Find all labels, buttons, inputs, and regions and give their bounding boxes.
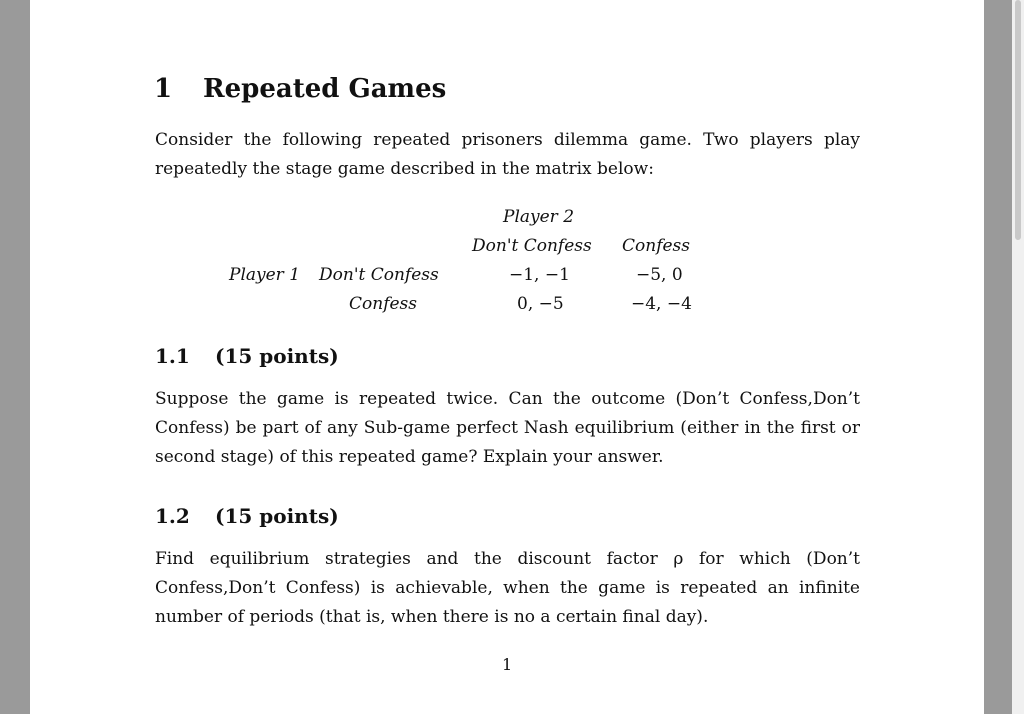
subsection-title: (15 points) (215, 504, 339, 528)
matrix-cell: −1, −1 (509, 265, 570, 285)
matrix-cell: −5, 0 (636, 265, 683, 285)
vertical-scrollbar[interactable] (1012, 0, 1024, 714)
matrix-column-player: Player 2 (503, 207, 575, 227)
matrix-row-label-dont-confess: Don't Confess (319, 265, 439, 285)
matrix-cell: −4, −4 (631, 294, 692, 314)
subsection-title: (15 points) (215, 344, 339, 368)
subsection-paragraph: Suppose the game is repeated twice. Can the outcome (Don’t Confess,Don’t Confess) be part of any Sub-game perfect Nash equilibrium (either in the first or second stage) of this repeated game? Explain your answer. (155, 389, 860, 467)
subsection-number: 1.1 (155, 344, 190, 368)
subsection-paragraph: Find equilibrium strategies and the discount factor ρ for which (Don’t Confess,Don’t Confess) is achievable, when the game is repeated an infinite number of periods (that is, when there is no a certain final day). (155, 549, 860, 627)
section-title: Repeated Games (203, 74, 447, 104)
matrix-column-header-dont-confess: Don't Confess (472, 236, 592, 256)
page-number: 1 (502, 655, 513, 674)
intro-paragraph: Consider the following repeated prisoners dilemma game. Two players play repeatedly the stage game described in the matrix below: (155, 130, 860, 179)
subsection-number: 1.2 (155, 504, 190, 528)
scrollbar-thumb[interactable] (1015, 0, 1021, 240)
matrix-cell: 0, −5 (517, 294, 564, 314)
matrix-column-header-confess: Confess (622, 236, 690, 256)
matrix-row-label-confess: Confess (349, 294, 417, 314)
matrix-row-player: Player 1 (229, 265, 301, 285)
section-number: 1 (154, 74, 173, 104)
